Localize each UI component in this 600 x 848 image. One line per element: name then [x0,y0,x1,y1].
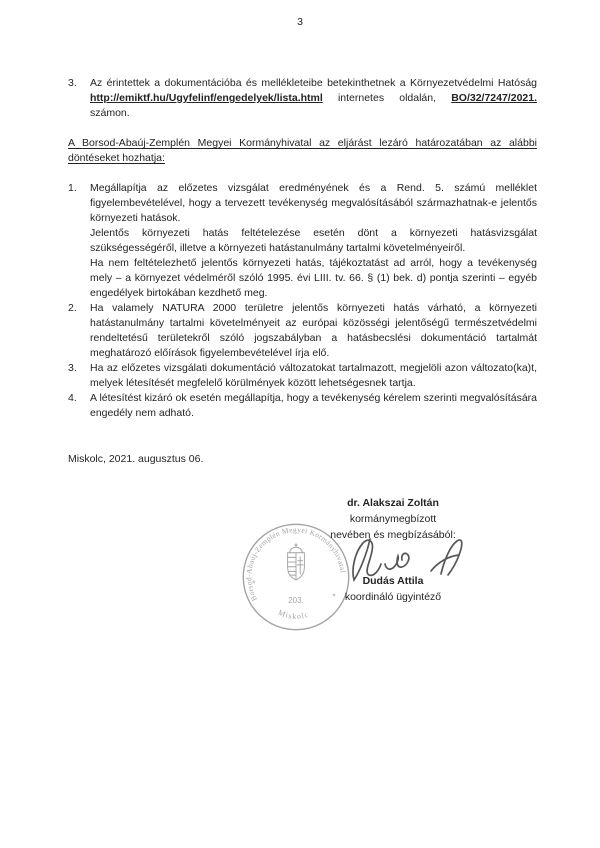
list-item-4 [68,391,537,421]
decision-1-paragraph-1: Megállapítja az előzetes vizsgálat eredményének és a Rend. 5. számú melléklet figyelembevételével, hogy a tervezett tevékenység megvalósításából származhatnak-e jelentős környezeti hatások. [90,182,537,224]
document-content [68,76,537,467]
decision-list [68,181,537,421]
page-number: 3 [297,16,303,28]
list-item-3 [68,361,537,391]
notice-text-before: Az érintettek a dokumentációba és mellékleteibe betekinthetnek a Környezetvédelmi Hatóság [90,77,537,89]
signature-block [298,495,488,605]
signer-name: Dudás Attila [362,575,424,587]
decision-2-paragraph-1: Ha valamely NATURA 2000 területre jelentős környezeti hatás várható, a környezeti hatástanulmány tartalmi követelményeit az európai közösségi jelentőségű természetvédelmi rendeltetésű területekről szóló jogszabályban a hatásbecslési dokumentáció tartalmát meghatározó előírások figyelembevételével írja elő. [90,302,537,359]
stamp-ring-text: Borsod-Abaúj-Zemplén Megyei Kormányhivatal [244,525,348,603]
notice-item-number: 3. [68,77,77,89]
stamp-separator-left: * [252,578,256,589]
decision-1-paragraph-3: Ha nem feltételezhető jelentős környezeti hatás, tájékoztatást ad arról, hogy a tevékenység mely – a környezet védelméről szóló 1995. évi LIII. tv. 66. § (1) bek. d) pontja szerinti – egyéb engedélyek birtokában kezdhető meg. [90,257,537,299]
notice-text-after: számon. [90,107,130,119]
signer-title: koordináló ügyintéző [344,591,442,603]
decision-3-paragraph-1: Ha az előzetes vizsgálati dokumentáció változatokat tartalmazott, megjelöli azon változato(ka)t, melyek létesítését megfelelő körülmények között lehetségesnek tartja. [90,362,537,389]
list-item-4-number: 4. [68,392,77,404]
list-item-2 [68,301,537,361]
decision-4-paragraph-1: A létesítést kizáró ok esetén megállapítja, hogy a tevékenység kérelem szerinti megvalósítására engedély nem adható. [90,392,537,419]
notice-item-body [90,76,537,121]
case-number: BO/32/7247/2021. [451,92,538,104]
list-item-1 [68,181,537,301]
principal-name: dr. Alakszai Zoltán [347,497,439,509]
list-item-3-number: 3. [68,362,77,374]
dateline: Miskolc, 2021. augusztus 06. [68,453,204,465]
authorization-line: nevében és megbízásából: [330,529,456,541]
stamp-separator-right: * [332,591,336,602]
stamp-number: 203. [288,596,304,606]
decision-1-paragraph-2: Jelentős környezeti hatás feltételezése esetén dönt a környezeti hatásvizsgálat szükségességéről, illetve a környezeti hatástanulmány tartalmi követelményeiről. [90,227,537,254]
list-item-1-number: 1. [68,182,77,194]
decision-heading: A Borsod-Abaúj-Zemplén Megyei Kormányhivatal az eljárást lezáró határozatában az alábbi döntéseket hozhatja: [68,137,537,164]
document-link[interactable]: http://emiktf.hu/Ugyfelinf/engedelyek/lista.html [90,92,323,104]
principal-title: kormánymegbízott [349,513,437,525]
notice-item [68,76,537,121]
notice-text-middle: internetes oldalán, [337,92,437,104]
notice-text [90,76,537,121]
stamp-city-text: Miskolc [276,607,310,621]
list-item-2-number: 2. [68,302,77,314]
